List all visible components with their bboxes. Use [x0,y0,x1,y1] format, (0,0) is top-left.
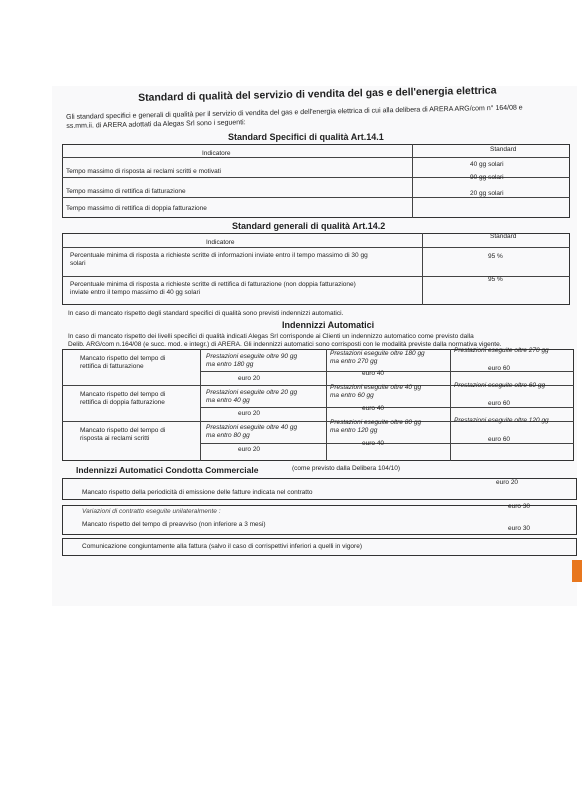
generali-col-indicatore: Indicatore [206,239,235,246]
indennizzi-cell: Prestazioni eseguite oltre 20 gg ma entro 40 gg [206,389,298,404]
indennizzi-cell: Prestazioni eseguite oltre 270 gg [454,347,549,354]
indennizzi-cell: Prestazioni eseguite oltre 120 gg [454,417,549,424]
condotta-row-label: Mancato rispetto della periodicità di emissione delle fatture indicata nel contratto [82,489,313,496]
indennizzi-row-label: Mancato rispetto del tempo di risposta ai reclami scritti [80,427,166,442]
indennizzi-heading: Indennizzi Automatici [282,320,375,330]
specifici-row-label: Tempo massimo di rettifica di doppia fatturazione [66,205,207,212]
generali-col-standard: Standard [490,233,517,240]
condotta-row-value: euro 30 [508,525,531,532]
indennizzi-row-label: Mancato rispetto del tempo di rettifica di doppia fatturazione [80,391,166,406]
specifici-row-value: 90 gg solari [470,174,504,181]
indennizzi-amount: euro 60 [488,400,511,407]
specifici-row-value: 20 gg solari [470,190,504,197]
indennizzi-amount: euro 40 [362,405,385,412]
orange-page-edge [572,560,582,582]
indennizzi-cell: Prestazioni eseguite oltre 40 gg ma entro 60 gg [330,384,422,399]
indennizzi-amount: euro 60 [488,436,511,443]
generali-row-label: Percentuale minima di risposta a richieste scritte di rettifica di fatturazione (non doppia fatturazione) inviate entro il tempo massimo di 40 gg solari [70,281,356,296]
indennizzi-cell: Prestazioni eseguite oltre 90 gg ma entro 180 gg [206,353,298,368]
indennizzi-row-label: Mancato rispetto del tempo di rettifica di fatturazione [80,355,166,370]
generali-row-value: 95 % [488,276,503,283]
indennizzi-amount: euro 20 [238,410,261,417]
specifici-heading: Standard Specifici di qualità Art.14.1 [228,132,384,142]
indennizzi-amount: euro 20 [238,375,261,382]
specifici-row-label: Tempo massimo di rettifica di fatturazione [66,188,186,195]
indennizzi-cell: Prestazioni eseguite oltre 40 gg ma entro 80 gg [206,424,298,439]
condotta-row-value: euro 20 [496,479,519,486]
page-title: Standard di qualità del servizio di vendita del gas e dell'energia elettrica [138,84,497,104]
indennizzi-cell: Prestazioni eseguite oltre 180 gg ma entro 270 gg [330,350,425,365]
indennizzi-amount: euro 40 [362,370,385,377]
specifici-col-indicatore: Indicatore [202,150,231,157]
specifici-row-value: 40 gg solari [470,161,504,168]
specifici-col-standard: Standard [490,146,517,153]
condotta-subheading: Variazioni di contratto eseguite unilateralmente : [82,508,221,515]
condotta-row-box [62,505,577,535]
generali-heading: Standard generali di qualità Art.14.2 [232,221,386,231]
condotta-heading: Indennizzi Automatici Condotta Commerciale [76,465,259,475]
generali-note: In caso di mancato rispetto degli standard specifici di qualità sono previsti indennizzi automatici. [68,310,344,317]
specifici-row-label: Tempo massimo di risposta ai reclami scritti e motivati [66,168,221,175]
indennizzi-intro: In caso di mancato rispetto dei livelli specifici di qualità indicati Alegas Srl corrisponde ai Clienti un indennizzo automatico come previsto dalla Delib. ARG/com n.164/08 (e succ. mod. e integr.) di ARERA. Gli indennizzi automatici sono corrisposti con le modalità previste dalla normativa vigente. [68,333,502,348]
indennizzi-amount: euro 20 [238,446,261,453]
intro-line-2: ss.mm.ii. di ARERA adottati da Alegas Srl sono i seguenti: [66,119,246,130]
condotta-row-label: Mancato rispetto del tempo di preavviso (non inferiore a 3 mesi) [82,521,266,528]
condotta-row-label: Comunicazione congiuntamente alla fattura (salvo il caso di corrispettivi inferiori a quelli in vigore) [82,543,362,550]
generali-row-label: Percentuale minima di risposta a richieste scritte di informazioni inviate entro il tempo massimo di 30 gg solari [70,252,368,267]
condotta-row-value: euro 30 [508,503,531,510]
indennizzi-amount: euro 40 [362,440,385,447]
condotta-heading-note: (come previsto dalla Delibera 104/10) [292,465,401,472]
intro-line-1: Gli standard specifici e generali di qualità per il servizio di vendita del gas e dell'energia elettrica di cui alla delibera di ARERA ARG/com n° 164/08 e [66,104,523,121]
indennizzi-amount: euro 60 [488,365,511,372]
indennizzi-cell: Prestazioni eseguite oltre 80 gg ma entro 120 gg [330,419,422,434]
indennizzi-cell: Prestazioni eseguite oltre 60 gg [454,382,546,389]
generali-row-value: 95 % [488,253,503,260]
